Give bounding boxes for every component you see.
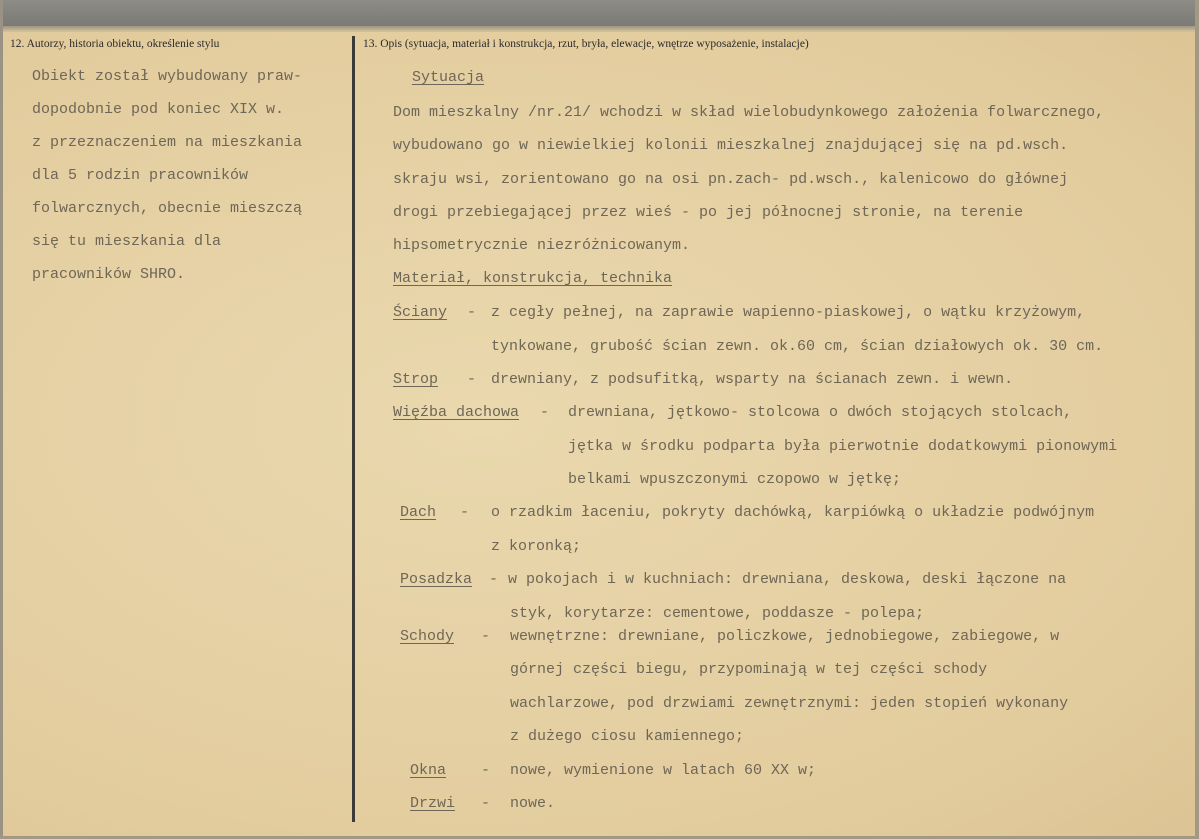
scan-frame-right (1195, 0, 1199, 839)
dach-label: Dach (400, 504, 437, 521)
dach-line: o rzadkim łaceniu, pokryty dachówką, karpiówką o układzie podwójnym (491, 504, 1095, 521)
strop-label: Strop (393, 371, 439, 388)
strop-dash: - (467, 371, 477, 388)
strop-line: drewniany, z podsufitką, wsparty na ścianach zewn. i wewn. (491, 371, 1014, 388)
section-13-header: 13. Opis (sytuacja, materiał i konstrukcja, rzut, bryła, elewacje, wnętrze wyposażenie, instalacje) (363, 38, 809, 50)
section-12-line: z przeznaczeniem na mieszkania (32, 134, 303, 151)
dach-line: z koronką; (491, 538, 582, 555)
sytuacja-line: drogi przebiegającej przez wieś - po jej północnej stronie, na terenie (393, 204, 1024, 221)
okna-dash: - (481, 762, 491, 779)
dach-dash: - (460, 504, 470, 521)
section-12-line: dopodobnie pod koniec XIX w. (32, 101, 285, 118)
schody-line: górnej części biegu, przypominają w tej części schody (510, 661, 988, 678)
column-divider (352, 36, 355, 822)
drzwi-line: nowe. (510, 795, 556, 812)
drzwi-label: Drzwi (410, 795, 456, 812)
schody-line: wewnętrzne: drewniane, policzkowe, jednobiegowe, zabiegowe, w (510, 628, 1060, 645)
section-12-body (32, 64, 342, 295)
sytuacja-line: skraju wsi, zorientowano go na osi pn.zach- pd.wsch., kalenicowo do głównej (393, 171, 1069, 188)
schody-line: wachlarzowe, pod drzwiami zewnętrznymi: jeden stopień wykonany (510, 695, 1069, 712)
section-12-line: dla 5 rodzin pracowników (32, 167, 249, 184)
sciany-dash: - (467, 304, 477, 321)
sytuacja-line: Dom mieszkalny /nr.21/ wchodzi w skład wielobudynkowego założenia folwarcznego, (393, 104, 1105, 121)
scan-frame-top (0, 0, 1199, 26)
sytuacja-title: Sytuacja (412, 69, 485, 86)
scan-frame-edge (0, 26, 1199, 32)
schody-label: Schody (400, 628, 455, 645)
sytuacja-line: wybudowano go w niewielkiej kolonii mieszkalnej znajdującej się na pd.wsch. (393, 137, 1069, 154)
wiezba-dash: - (540, 404, 550, 421)
posadzka-dash: - (489, 571, 499, 588)
wiezba-line: drewniana, jętkowo- stolcowa o dwóch stojących stolcach, (568, 404, 1073, 421)
material-title: Materiał, konstrukcja, technika (393, 270, 673, 287)
okna-label: Okna (410, 762, 447, 779)
posadzka-line: w pokojach i w kuchniach: drewniana, deskowa, deski łączone na (508, 571, 1067, 588)
section-12-line: się tu mieszkania dla (32, 233, 222, 250)
schody-dash: - (481, 628, 491, 645)
sytuacja-line: hipsometrycznie niezróżnicowanym. (393, 237, 691, 254)
scan-frame-left (0, 0, 3, 839)
wiezba-line: belkami wpuszczonymi czopowo w jętkę; (568, 471, 902, 488)
section-12-header: 12. Autorzy, historia obiektu, określenie stylu (10, 38, 220, 50)
section-12-line: folwarcznych, obecnie mieszczą (32, 200, 303, 217)
sciany-line: z cegły pełnej, na zaprawie wapienno-piaskowej, o wątku krzyżowym, (491, 304, 1086, 321)
section-12-line: Obiekt został wybudowany praw- (32, 68, 303, 85)
section-12-line: pracowników SHRO. (32, 266, 186, 283)
schody-line: z dużego ciosu kamiennego; (510, 728, 745, 745)
wiezba-label: Więźba dachowa (393, 404, 520, 421)
drzwi-dash: - (481, 795, 491, 812)
posadzka-label: Posadzka (400, 571, 473, 588)
sciany-line: tynkowane, grubość ścian zewn. ok.60 cm, ścian działowych ok. 30 cm. (491, 338, 1104, 355)
sciany-label: Ściany (393, 304, 448, 321)
okna-line: nowe, wymienione w latach 60 XX w; (510, 762, 817, 779)
posadzka-line: styk, korytarze: cementowe, poddasze - polepa; (510, 605, 925, 622)
wiezba-line: jętka w środku podparta była pierwotnie dodatkowymi pionowymi (568, 438, 1118, 455)
